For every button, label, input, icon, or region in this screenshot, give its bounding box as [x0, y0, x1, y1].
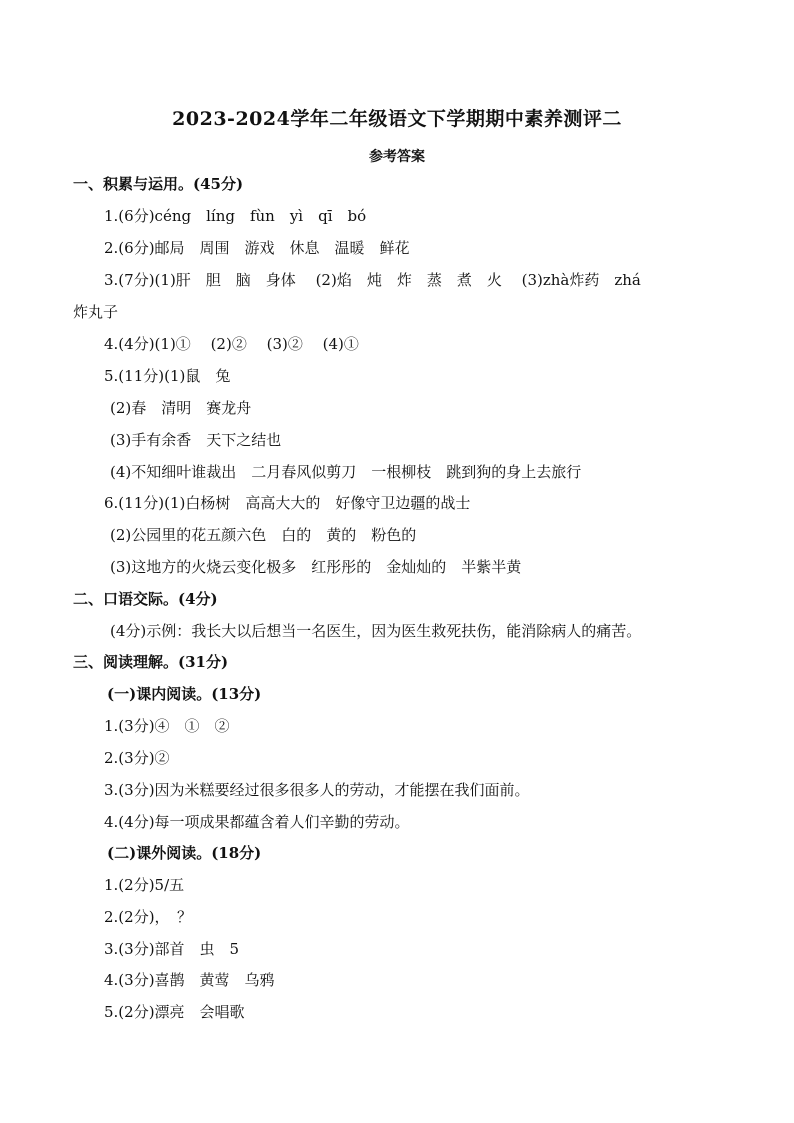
answer-line: 5.(11分)(1)鼠 兔 [104, 367, 231, 385]
answer-line: 4.(4分)每一项成果都蕴含着人们辛勤的劳动。 [104, 813, 410, 831]
section-heading-3: 三、阅读理解。(31分) [73, 653, 229, 671]
answer-line-continued: 炸丸子 [73, 303, 119, 321]
answer-line: 3.(3分)因为米糕要经过很多很多人的劳动，才能摆在我们面前。 [104, 781, 530, 799]
answer-line: 1.(2分)5/五 [104, 876, 185, 894]
section-heading-2: 二、口语交际。(4分) [73, 590, 218, 608]
answer-subline: (2)公园里的花五颜六色 白的 黄的 粉色的 [110, 526, 417, 544]
answer-line: 5.(2分)漂亮 会唱歌 [104, 1003, 245, 1021]
answer-line: 6.(11分)(1)白杨树 高高大大的 好像守卫边疆的战士 [104, 494, 471, 512]
answer-line: 3.(7分)(1)肝 胆 脑 身体 (2)焰 炖 炸 蒸 煮 火 (3)zhà炸药 zhá [104, 271, 641, 289]
page-title: 2023-2024学年二年级语文下学期期中素养测评二 [172, 108, 622, 130]
answer-line: 2.(6分)邮局 周围 游戏 休息 温暖 鲜花 [104, 239, 410, 257]
answer-line: 1.(3分)④ ① ② [104, 717, 230, 735]
page-subtitle: 参考答案 [369, 149, 425, 165]
answer-line: 2.(2分)， ？ [104, 908, 193, 926]
section-heading-1: 一、积累与运用。(45分) [73, 175, 244, 193]
answer-subline: (2)春 清明 赛龙舟 [110, 399, 252, 417]
subsection-heading-2: (二)课外阅读。(18分) [107, 844, 262, 862]
answer-subline: (3)手有余香 天下之结也 [110, 431, 282, 449]
answer-subline: (4)不知细叶谁裁出 二月春风似剪刀 一根柳枝 跳到狗的身上去旅行 [110, 463, 582, 481]
answer-line: 4.(3分)喜鹊 黄莺 乌鸦 [104, 971, 275, 989]
answer-line: 1.(6分)céng líng fùn yì qī bó [104, 207, 367, 225]
answer-subline: (3)这地方的火烧云变化极多 红彤彤的 金灿灿的 半紫半黄 [110, 558, 522, 576]
subsection-heading-1: (一)课内阅读。(13分) [107, 685, 262, 703]
answer-line: (4分)示例：我长大以后想当一名医生，因为医生救死扶伤，能消除病人的痛苦。 [110, 622, 642, 640]
answer-line: 4.(4分)(1)① (2)② (3)② (4)① [104, 335, 359, 353]
answer-line: 3.(3分)部首 虫 5 [104, 940, 240, 958]
answer-line: 2.(3分)② [104, 749, 170, 767]
